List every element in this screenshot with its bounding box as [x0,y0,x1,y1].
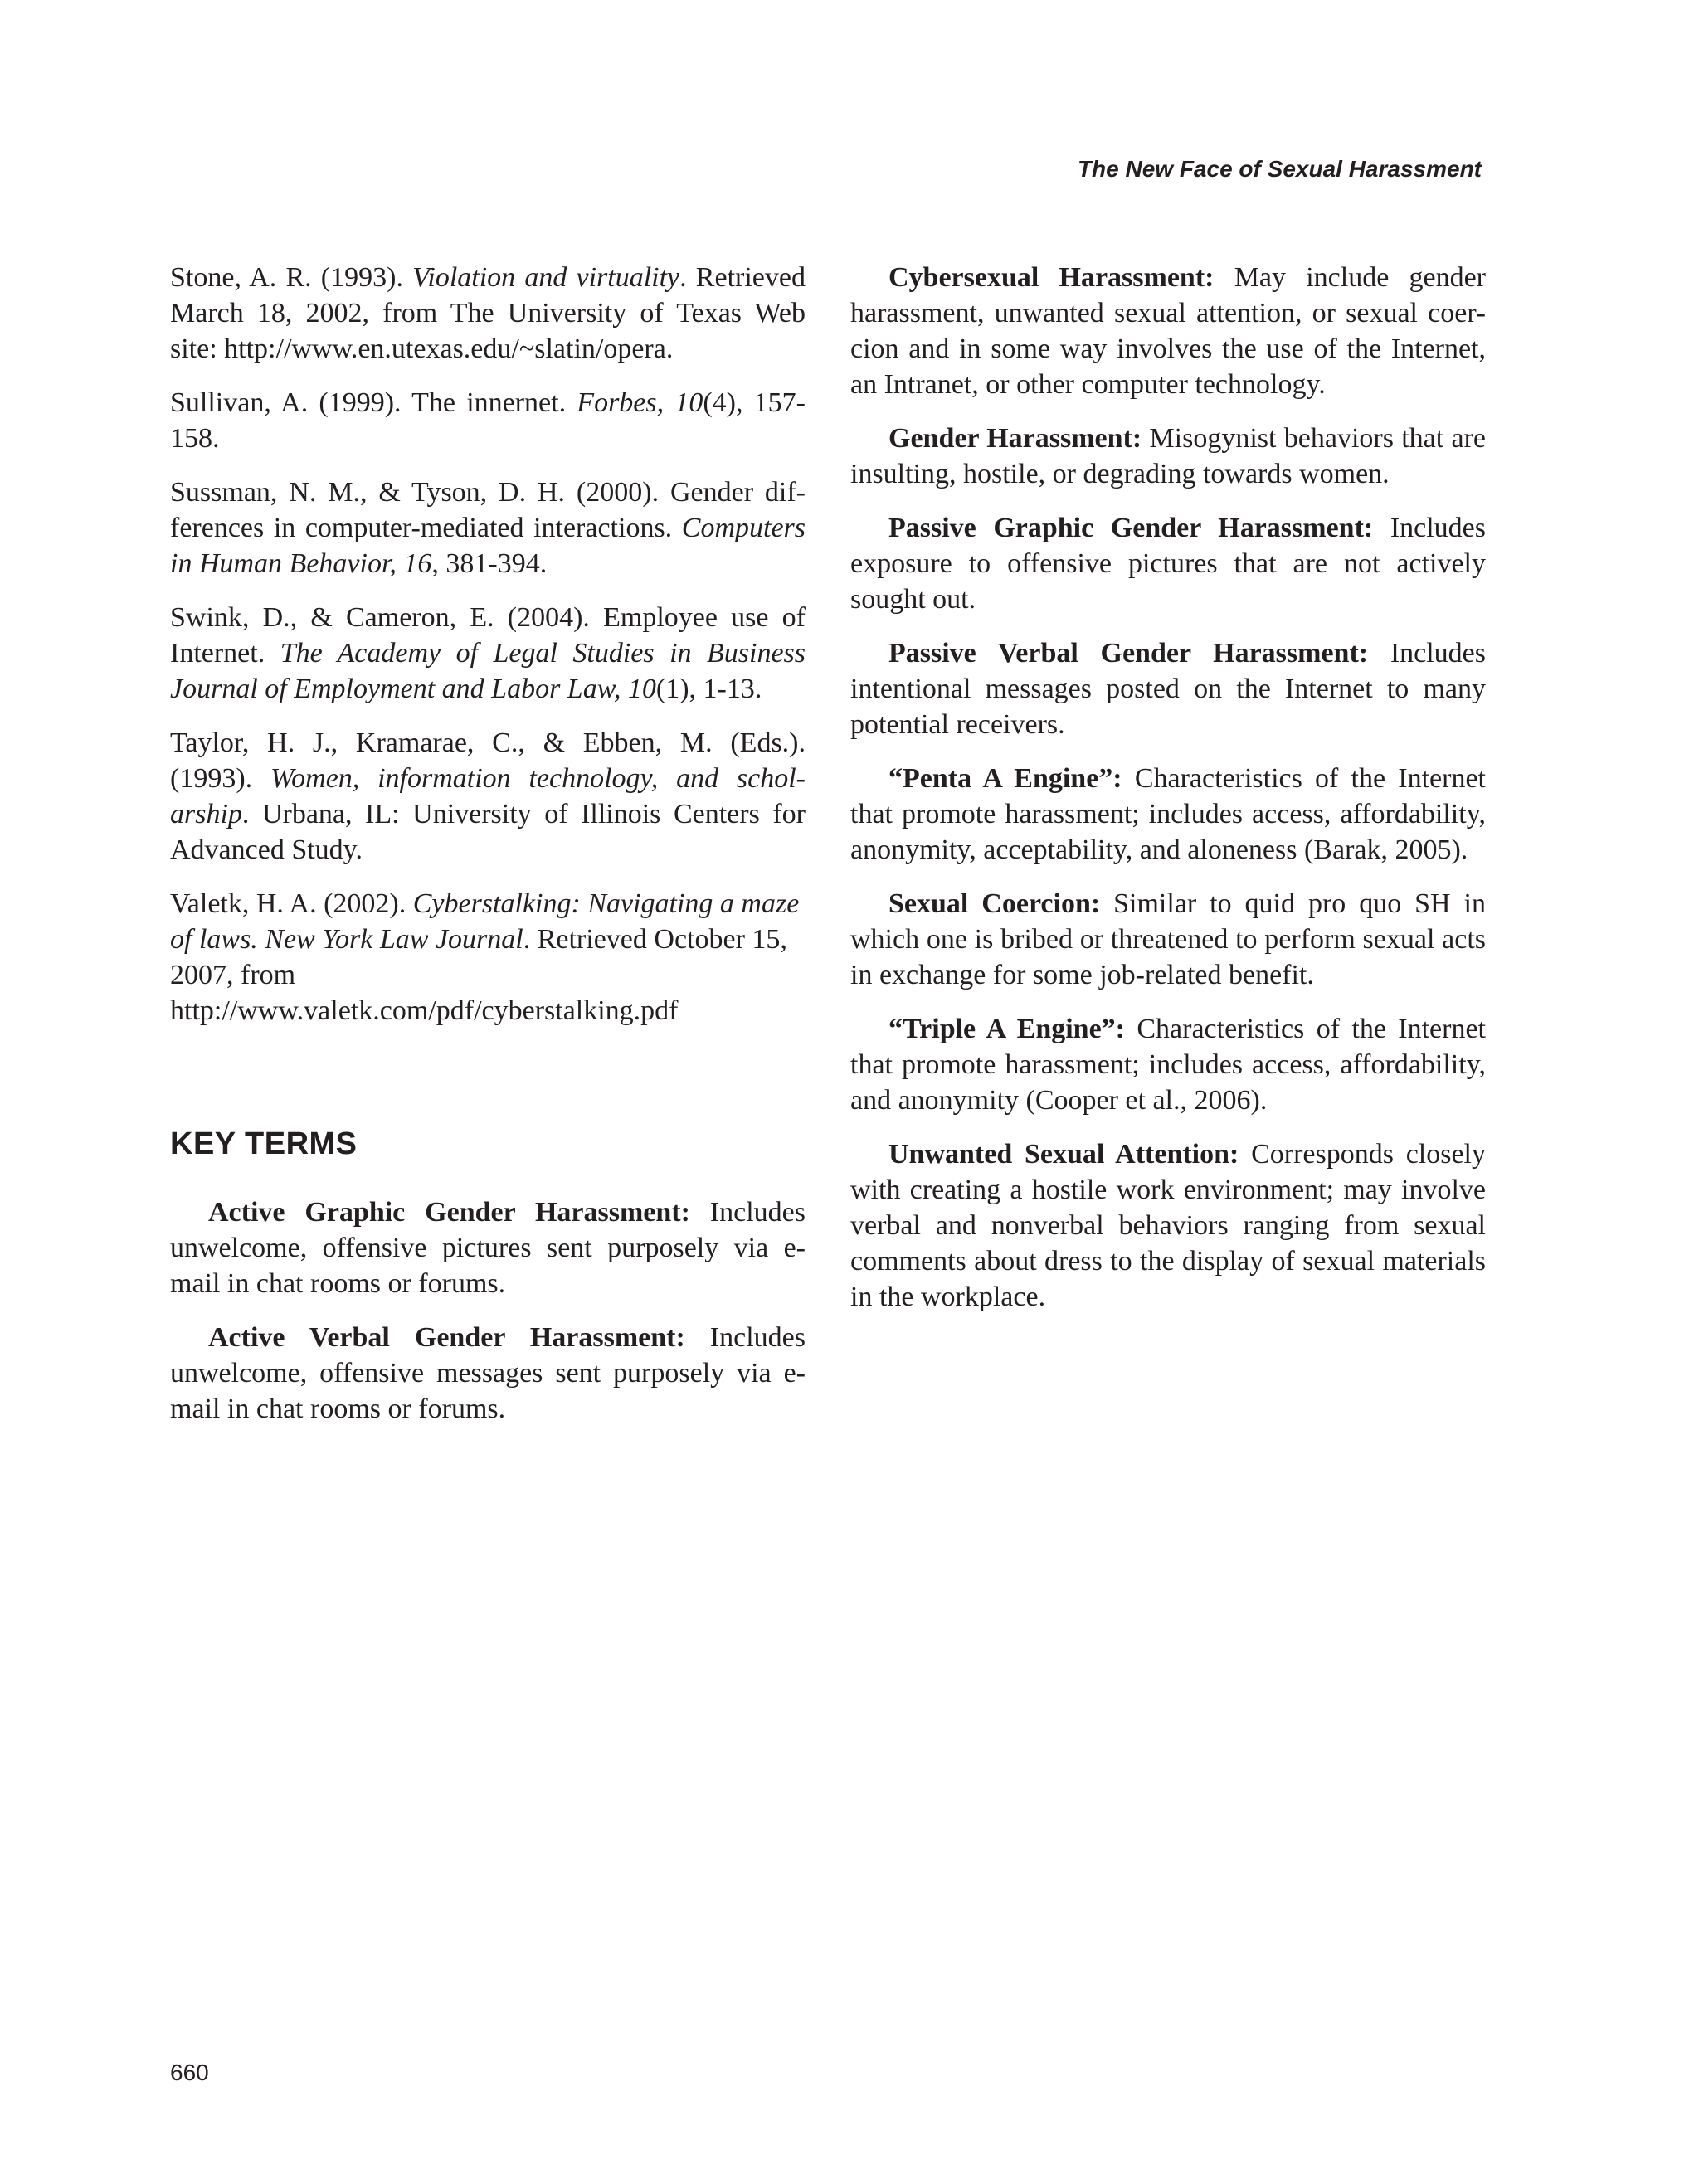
key-term: “Penta A Engine”: [888,763,1122,794]
key-term-definition: Includes unwelcome, offensive messages sent purposely via e-mail in chat rooms or forums. [170,1322,806,1424]
key-term-entry [850,510,1486,617]
key-term-entry [850,886,1486,993]
key-term-definition: Characteristics of the Internet that promote harassment; includes access, affordability, and anonymity (Cooper et al., 2006). [850,1014,1486,1116]
key-term: Active Verbal Gender Harassment: [208,1322,685,1353]
page-number: 660 [170,2060,209,2085]
key-term: Active Graphic Gender Harassment: [208,1197,690,1228]
key-term-definition: Includes unwelcome, offensive pictures sent purposely via e-mail in chat rooms or forums. [170,1197,806,1299]
key-term: Cybersexual Harassment: [888,262,1215,293]
key-term-entry [850,421,1486,492]
key-term-definition: Similar to quid pro quo SH in which one is bribed or threatened to perform sexual acts in exchange for some job-related benefit. [850,888,1486,990]
key-term-definition: Includes intentional messages posted on the Internet to many potential receivers. [850,638,1487,740]
reference-entry: Sullivan, A. (1999). The innernet. Forbes, 10(4), 157-158. [170,387,806,454]
key-term: Sexual Coercion: [888,888,1101,919]
key-term: “Triple A Engine”: [888,1014,1125,1044]
key-term-definition: Corresponds closely with creating a hostile work environment; may involve verbal and nonverbal behaviors ranging from sexual comments about dress to the display of sexual materials in the workplace. [850,1139,1486,1312]
key-term-definition: Characteristics of the Internet that promote harassment; includes access, affordability, anonymity, acceptability, and aloneness (Barak, 2005). [850,763,1487,865]
key-term-entry [850,635,1486,742]
reference-entry: Swink, D., & Cameron, E. (2004). Employee use of Internet. The Academy of Legal Studies in Business Journal of Employment and Labor Law, 10(1), 1-13. [170,602,806,704]
reference-entry: Valetk, H. A. (2002). Cyberstalking: Navigating a maze of laws. New York Law Journal. Retrieved October 15, 2007, from http://www.valetk.com/pdf/cyberstalking.pdf [170,888,800,1026]
reference-entry: Stone, A. R. (1993). Violation and virtuality. Retrieved March 18, 2002, from The University of Texas Web site: http://www.en.utexas.edu/~slatin/opera. [170,262,806,364]
key-term-definition: May include gender harassment, unwanted sexual attention, or sexual coercion and in some way involves the use of the Internet, an Intranet, or other computer technology. [850,262,1486,400]
key-term: Passive Verbal Gender Harassment: [888,638,1369,669]
key-term-definition: Includes exposure to offensive pictures that are not actively sought out. [850,513,1486,615]
reference-entry: Taylor, H. J., Kramarae, C., & Ebben, M. (Eds.). (1993). Women, information technology, and scholarship. Urbana, IL: University of Illinois Centers for Advanced Study. [170,727,806,865]
key-terms-heading: KEY TERMS [170,1126,358,1161]
reference-entry: Sussman, N. M., & Tyson, D. H. (2000). Gender differences in computer-mediated interactions. Computers in Human Behavior, 16, 381-394. [170,477,806,579]
key-term: Unwanted Sexual Attention: [888,1139,1239,1170]
key-term-entry [170,1320,806,1427]
key-term-entry [850,260,1486,402]
right-column [850,260,1486,1333]
reference-list [170,260,806,1029]
key-term: Passive Graphic Gender Harassment: [888,513,1374,543]
key-term-entry [850,1136,1486,1315]
left-column [170,260,806,1445]
running-head: The New Face of Sexual Harassment [1077,156,1482,182]
key-term-entry [170,1194,806,1301]
key-term: Gender Harassment: [888,423,1142,454]
key-term-entry [850,1011,1486,1118]
key-term-entry [850,761,1486,868]
key-term-definition: Misogynist behaviors that are insulting, hostile, or degrading towards women. [850,423,1486,489]
